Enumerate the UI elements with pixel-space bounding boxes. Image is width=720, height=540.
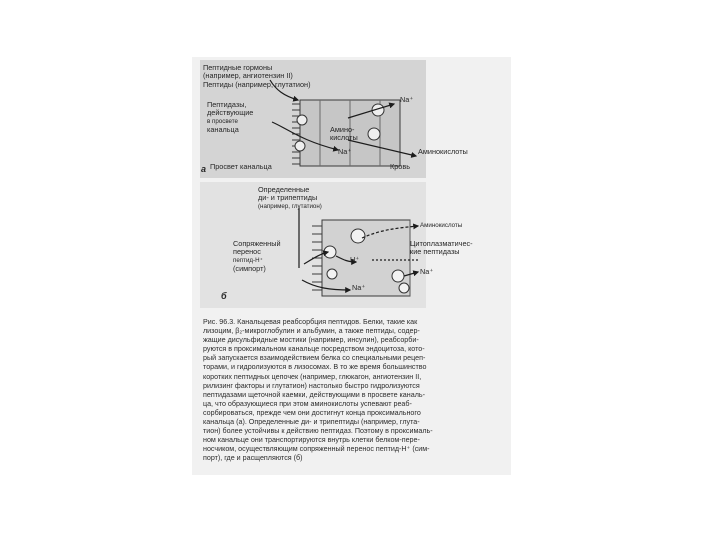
panel-b-letter: б xyxy=(221,291,227,301)
label-amino-acids-in: Амино- кислоты xyxy=(330,125,358,143)
figure-caption: Рис. 96.3. Канальцевая реабсорбция пептидов. Белки, такие как лизоцим, β₂-микроглобулин и альбумин, а также пептиды, содер- жащие дисульфидные мостики (например, инсулин), реабсорби- руются в проксимальном канальце посредством эндоцитоза, кото- рый запускается взаимодействием белка со специальными рецеп- торами, и гидролизуются в лизосомах. В то же время большинство коротких пептидных цепочек (например, глюкагон, ангиотензин II, рилизинг факторы и глутатион) настолько быстро гидролизуются пептидазами щеточной каемки, действующими в просвете каналь- ца, что образующиеся при этом аминокислоты успевают реаб- сорбироваться, прежде чем они достигнут конца проксимального канальца (а). Определенные ди- и трипептиды (например, глута- тион) более устойчивы к действию пептидаз. Поэтому в проксималь- ном канальце они транспортируются внутрь клетки белком-пере- носчиком, осуществляющим сопряженный перенос пептид-H⁺ (сим- порт), где и расщепляются (б) xyxy=(203,318,433,463)
label-blood: Кровь xyxy=(390,162,411,171)
label-cotransport: Сопряженный перенос пептид-H⁺ (симпорт) xyxy=(233,239,281,274)
panel-a-letter: а xyxy=(201,164,207,174)
label-peptides: Определенные ди- и трипептиды (например, глутатион) xyxy=(258,185,322,210)
label-cytoplasmic-peptidases: Цитоплазматичес- кие пептидазы xyxy=(410,239,473,257)
label-amino-acids-out: Аминокислоты xyxy=(418,147,468,156)
label-lumen: Просвет канальца xyxy=(210,162,272,171)
label-h-ion: H⁺ xyxy=(350,255,360,264)
label-na-top: Na⁺ xyxy=(400,95,414,104)
label-na-bottom-b: Na⁺ xyxy=(352,283,366,292)
label-na-bottom: Na⁺ xyxy=(338,147,352,156)
label-amino-acids: Аминокислоты xyxy=(420,222,463,229)
label-peptidases: Пептидазы, действующие в просвете канальца xyxy=(207,100,254,135)
label-na-right: Na⁺ xyxy=(420,267,434,276)
label-hormones: Пептидные гормоны (например, ангиотензин II) Пептиды (например, глутатион) xyxy=(203,63,311,89)
